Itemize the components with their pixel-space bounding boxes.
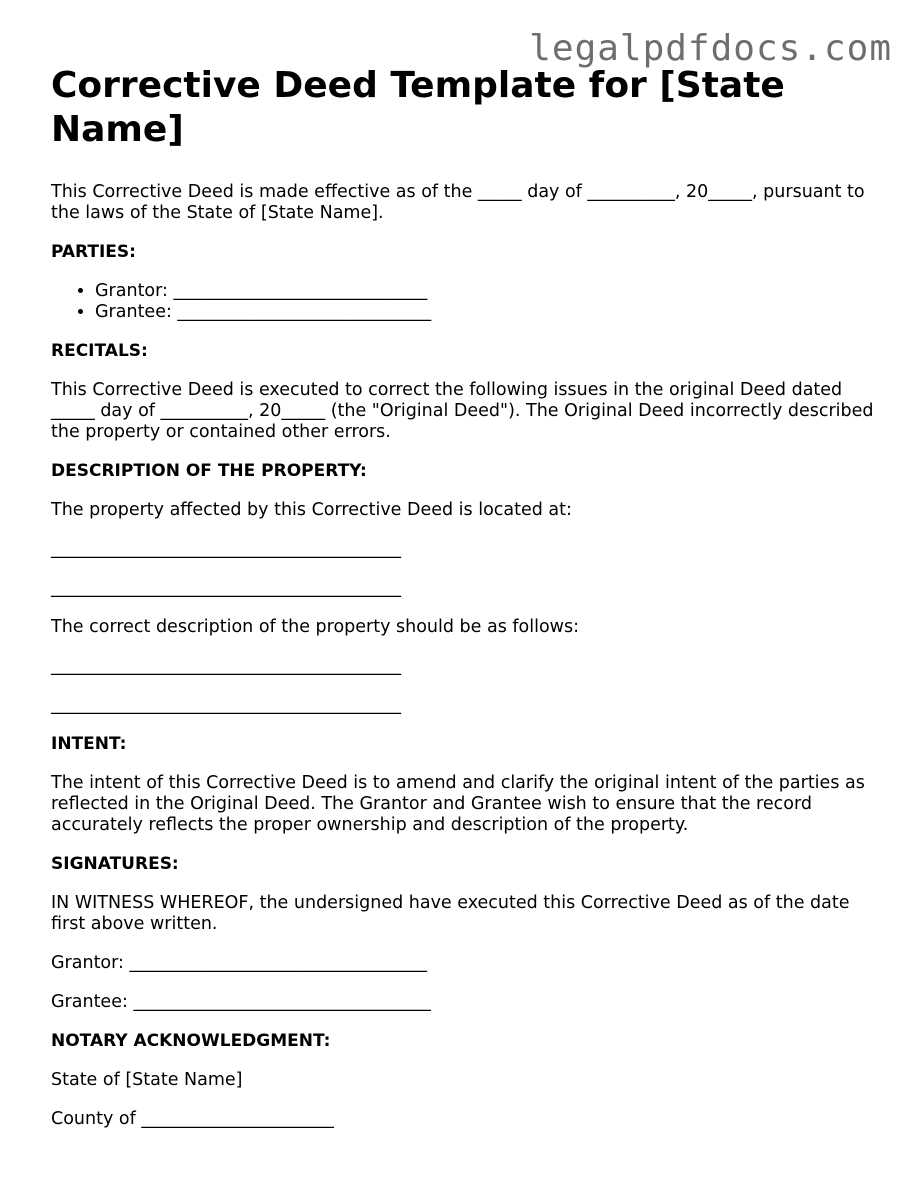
document-title: Corrective Deed Template for [State Name] xyxy=(51,65,785,150)
signatures-paragraph: IN WITNESS WHEREOF, the undersigned have executed this Corrective Deed as of the date first above written. xyxy=(51,893,850,934)
property-correct-line: ________________________________________ xyxy=(51,656,401,676)
signatures-heading: SIGNATURES: xyxy=(51,854,179,874)
grantor-party-item: • Grantor: _____________________________ xyxy=(95,281,881,302)
property-located-text: The property affected by this Corrective Deed is located at: xyxy=(51,500,572,520)
property-heading: DESCRIPTION OF THE PROPERTY: xyxy=(51,461,367,481)
grantee-party-item: • Grantee: _____________________________ xyxy=(95,302,881,323)
watermark: legalpdfdocs.com xyxy=(529,28,892,69)
intent-heading: INTENT: xyxy=(51,734,127,754)
intro-paragraph: This Corrective Deed is made effective as of the _____ day of __________, 20_____, pursuant to the laws of the State of [State Name]. xyxy=(51,182,865,223)
grantee-signature-line: Grantee: __________________________________ xyxy=(51,992,431,1012)
intent-paragraph: The intent of this Corrective Deed is to amend and clarify the original intent of the parties as reflected in the Original Deed. The Grantor and Grantee wish to ensure that the record accurately reflects the proper ownership and description of the property. xyxy=(51,773,865,835)
notary-county: County of ______________________ xyxy=(51,1109,334,1129)
parties-heading: PARTIES: xyxy=(51,242,136,262)
parties-list xyxy=(51,281,881,323)
recitals-heading: RECITALS: xyxy=(51,341,148,361)
property-located-line: ________________________________________ xyxy=(51,539,401,559)
document-page xyxy=(51,64,881,1148)
property-located-line: ________________________________________ xyxy=(51,578,401,598)
notary-state: State of [State Name] xyxy=(51,1070,243,1090)
grantor-signature-line: Grantor: __________________________________ xyxy=(51,953,427,973)
property-correct-text: The correct description of the property should be as follows: xyxy=(51,617,580,637)
recitals-paragraph: This Corrective Deed is executed to correct the following issues in the original Deed dated _____ day of __________, 20_____ (the "Original Deed"). The Original Deed incorrectly described the property or contained other errors. xyxy=(51,380,874,442)
notary-heading: NOTARY ACKNOWLEDGMENT: xyxy=(51,1031,331,1051)
property-correct-line: ________________________________________ xyxy=(51,695,401,715)
